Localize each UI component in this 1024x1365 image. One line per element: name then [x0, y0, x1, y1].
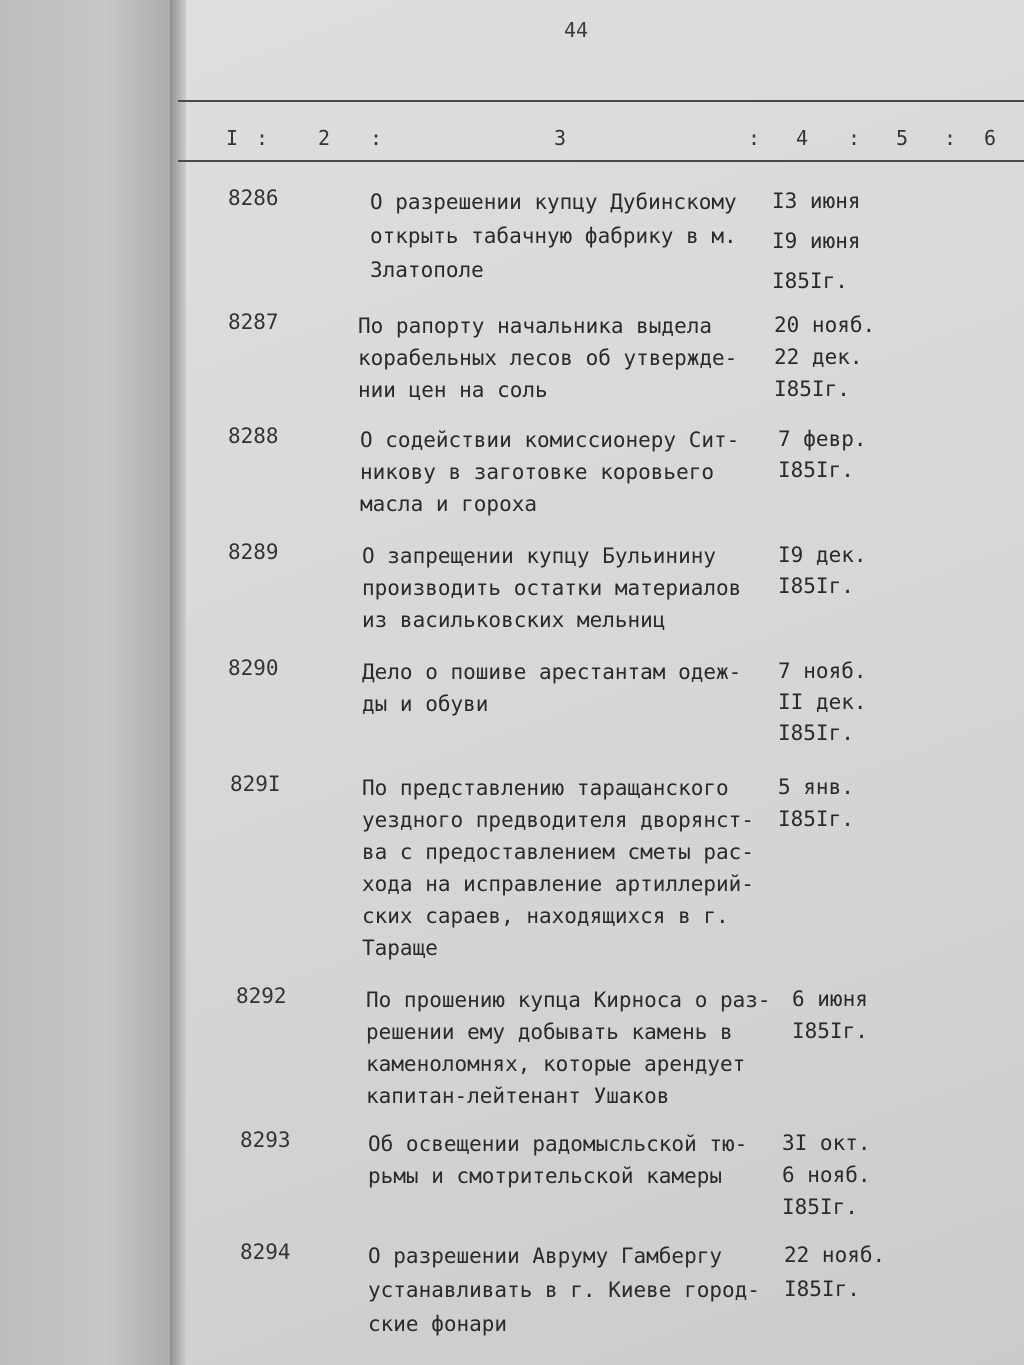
record-number: 8293	[240, 1128, 291, 1152]
header-col-3: 3	[554, 126, 567, 150]
record-date: I3 июня	[772, 189, 861, 213]
record-title-line: капитан-лейтенант Ушаков	[366, 1084, 670, 1108]
record-date: I85Iг.	[792, 1019, 868, 1043]
record-title-line: корабельных лесов об утвержде-	[358, 346, 738, 370]
record-title-line: Тараще	[362, 936, 438, 960]
record-date: I85Iг.	[778, 721, 854, 745]
record-title-line: По представлению таращанского	[362, 776, 729, 800]
record-number: 8288	[228, 424, 279, 448]
record-date: 22 нояб.	[784, 1243, 886, 1267]
record-title-line: устанавливать в г. Киеве город-	[368, 1278, 760, 1302]
record-date: I85Iг.	[778, 458, 854, 482]
record-date: 22 дек.	[774, 345, 863, 369]
record-title-line: нии цен на соль	[358, 378, 548, 402]
record-date: I85Iг.	[782, 1195, 858, 1219]
record-date: I9 июня	[772, 229, 861, 253]
record-title-line: открыть табачную фабрику в м.	[370, 224, 737, 248]
record-date: 6 нояб.	[782, 1163, 871, 1187]
page-number: 44	[564, 18, 589, 42]
header-separator: :	[370, 126, 383, 150]
record-number: 8289	[228, 540, 279, 564]
record-title-line: решении ему добывать камень в	[366, 1020, 733, 1044]
header-separator: :	[848, 126, 861, 150]
record-title-line: О запрещении купцу Бульинину	[362, 544, 717, 568]
record-title-line: хода на исправление артиллерий-	[362, 872, 754, 896]
header-col-2: 2	[318, 126, 331, 150]
record-title-line: каменоломнях, которые арендует	[366, 1052, 746, 1076]
record-title-line: О разрешении Авруму Гамбергу	[368, 1244, 723, 1268]
record-title-line: Об освещении радомысльской тю-	[368, 1132, 748, 1156]
record-title-line: По прошению купца Кирноса о раз-	[366, 988, 771, 1012]
header-separator: :	[944, 126, 957, 150]
record-date: 3I окт.	[782, 1131, 871, 1155]
record-date: I85Iг.	[778, 574, 854, 598]
record-title-line: ских сараев, находящихся в г.	[362, 904, 729, 928]
record-date: I85Iг.	[774, 377, 850, 401]
record-number: 829I	[230, 772, 281, 796]
record-title-line: рьмы и смотрительской камеры	[368, 1164, 723, 1188]
record-date: I85Iг.	[784, 1277, 860, 1301]
record-date: 7 февр.	[778, 427, 867, 451]
record-title-line: По рапорту начальника выдела	[358, 314, 713, 338]
record-title-line: О разрешении купцу Дубинскому	[370, 190, 737, 214]
record-date: I85Iг.	[778, 807, 854, 831]
record-title-line: уездного предводителя дворянст-	[362, 808, 754, 832]
record-number: 8290	[228, 656, 279, 680]
record-title-line: Дело о пошиве арестантам одеж-	[362, 660, 742, 684]
header-rule-bottom	[178, 160, 1024, 162]
header-col-1: I	[226, 126, 239, 150]
record-number: 8294	[240, 1240, 291, 1264]
record-title-line: из васильковских мельниц	[362, 608, 666, 632]
header-rule-top	[178, 100, 1024, 102]
record-title-line: Златополе	[370, 258, 484, 282]
record-title-line: ды и обуви	[362, 692, 489, 716]
record-title-line: ва с предоставлением сметы рас-	[362, 840, 754, 864]
record-date: 5 янв.	[778, 775, 854, 799]
record-title-line: масла и гороха	[360, 492, 538, 516]
header-col-5: 5	[896, 126, 909, 150]
record-number: 8286	[228, 186, 279, 210]
record-date: II дек.	[778, 690, 867, 714]
header-col-4: 4	[796, 126, 809, 150]
record-date: I9 дек.	[778, 543, 867, 567]
record-title-line: производить остатки материалов	[362, 576, 742, 600]
record-date: I85Iг.	[772, 269, 848, 293]
record-title-line: О содействии комиссионеру Сит-	[360, 428, 740, 452]
record-date: 6 июня	[792, 987, 868, 1011]
header-separator: :	[748, 126, 761, 150]
record-date: 20 нояб.	[774, 313, 876, 337]
record-title-line: никову в заготовке коровьего	[360, 460, 715, 484]
facing-page	[0, 0, 178, 1365]
header-separator: :	[256, 126, 269, 150]
record-date: 7 нояб.	[778, 659, 867, 683]
record-number: 8292	[236, 984, 287, 1008]
header-col-6: 6	[984, 126, 997, 150]
record-number: 8287	[228, 310, 279, 334]
record-title-line: ские фонари	[368, 1312, 508, 1336]
